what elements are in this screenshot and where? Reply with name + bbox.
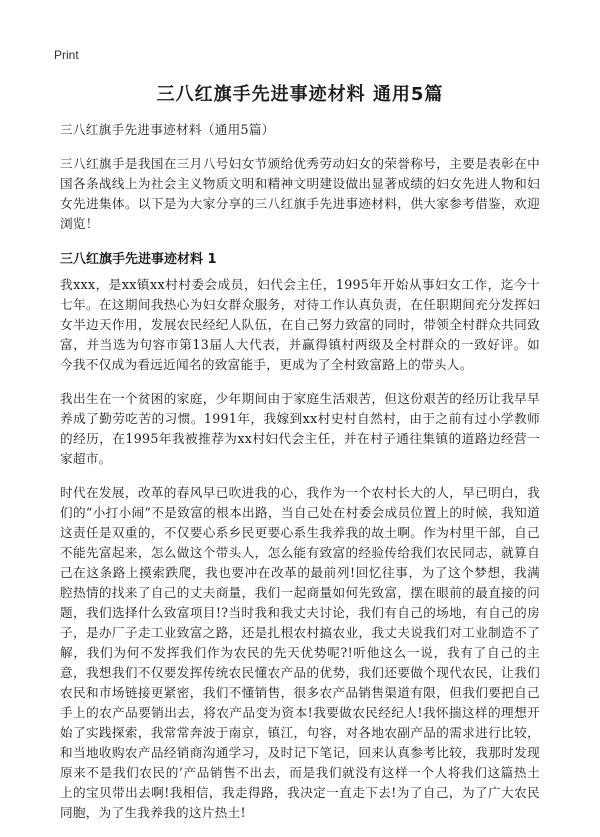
body-paragraph-3: 时代在发展，改革的春风早已吹进我的心，我作为一个农村长大的人，早已明白，我们的“小打小闹”不是致富的根本出路，当自己处在村委会成员位置上的时候，我知道这责任是双重的，不仅要心系乡民更要心系生我养我的故土啊。作为村里干部，自己不能先富起来，怎么做这个带头人，怎么能有致富的经验传给我们农民同志，就算自己在这条路上摸索跌爬，我也要冲在改革的最前列!回忆往事，为了这个梦想，我满腔热情的找来了自己的丈夫商量，我们一起商量如何先致富，摆在眼前的最直接的问题，我们选择什么致富项目!?当时我和我丈夫讨论，我们有自己的场地，有自己的房子，是办厂子走工业致富之路，还是扎根农村搞农业，我丈夫说我们对工业制造不了解，我们为何不发挥我们作为农民的先天优势呢?!听他这么一说，我有了自己的主意，我想我们不仅要发挥传统农民懂农产品的优势，我们还要做个现代农民，让我们农民和市场链接更紧密，我们不懂销售，很多农产品销售渠道有限，但我们要把自己手上的农产品要销出去，将农产品变为资本!我要做农民经纪人!我怀揣这样的理想开始了实践探索，我常常奔波于南京，镇江，句容，对各地农副产品的需求进行比较，和当地收购农产品经销商沟通学习，及时记下笔记，回来认真参考比较，我那时发现原来不是我们农民的’产品销售不出去，而是我们就没有这样一个人将我们这篇热土上的宝贝带出去啊!我相信，我走得路，我决定一直走下去!为了自己，为了广大农民同胞，为了生我养我的这片热土! xyxy=(60,485,540,820)
section-heading: 三八红旗手先进事迹材料 1 xyxy=(60,252,217,267)
document-title: 三八红旗手先进事迹材料 通用5篇 xyxy=(156,84,444,105)
intro-paragraph: 三八红旗手是我国在三月八号妇女节颁给优秀劳动妇女的荣誉称号，主要是表彰在中国各条战线上为社会主义物质文明和精神文明建设做出显著成绩的妇女先进人物和妇女先进集体。以下是为大家分享的三八红旗手先进事迹材料，供大家参考借鉴，欢迎浏览！ xyxy=(60,156,540,231)
body-paragraph-2: 我出生在一个贫困的家庭，少年期间由于家庭生活艰苦，但这份艰苦的经历让我早早养成了勤劳吃苦的习惯。1991年，我嫁到xx村史村自然村，由于之前有过小学教师的经历，在1995年我被推荐为xx村妇代会主任，并在村子通往集镇的道路边经营一家超市。 xyxy=(60,391,540,466)
document-subtitle: 三八红旗手先进事迹材料（通用5篇） xyxy=(60,122,275,137)
document-body xyxy=(60,120,540,837)
body-paragraph-1: 我xxx，是xx镇xx村村委会成员，妇代会主任，1995年开始从事妇女工作，迄今十七年。在这期间我热心为妇女群众服务，对待工作认真负责，在任职期间充分发挥妇女半边天作用，发展农民经纪人队伍，在自己努力致富的同时，带领全村群众共同致富，并当选为句容市第13届人大代表，并赢得镇村两级及全村群众的一致好评。如今我不仅成为看远近闻名的致富能手，更成为了全村致富路上的带头人。 xyxy=(60,277,540,372)
print-label[interactable]: Print xyxy=(54,48,79,62)
